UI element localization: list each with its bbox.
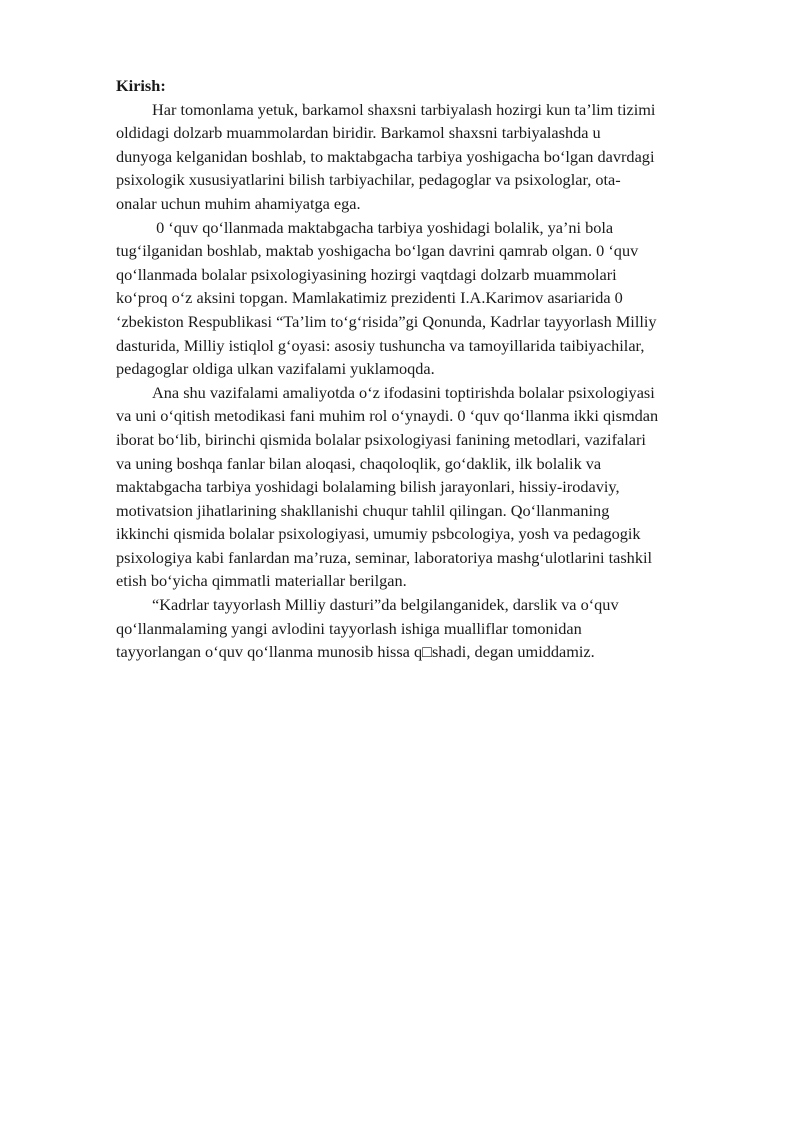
paragraph-line: “Kadrlar tayyorlash Milliy dasturi”da belgilanganidek, darslik va o‘quv bbox=[152, 595, 619, 615]
paragraph-line: onalar uchun muhim ahamiyatga ega. bbox=[116, 193, 361, 213]
paragraph-line: motivatsion jihatlarining shakllanishi chuqur tahlil qilingan. Qo‘llanmaning bbox=[116, 500, 610, 520]
paragraph-line: etish bo‘yicha qimmatli materiallar berilgan. bbox=[116, 571, 407, 591]
document-body bbox=[116, 74, 746, 664]
paragraph-line: va uning boshqa fanlar bilan aloqasi, chaqoloqlik, go‘daklik, ilk bolalik va bbox=[116, 453, 602, 473]
paragraph-line: pedagoglar oldiga ulkan vazifalami yuklamoqda. bbox=[116, 359, 435, 379]
paragraph-line: Har tomonlama yetuk, barkamol shaxsni tarbiyalash hozirgi kun ta’lim tizimi bbox=[152, 99, 656, 119]
paragraph-line: maktabgacha tarbiya yoshidagi bolalaming bilish jarayonlari, hissiy-irodaviy, bbox=[116, 477, 620, 497]
paragraph-line: psixologik xususiyatlarini bilish tarbiyachilar, pedagoglar va psixologlar, ota- bbox=[116, 170, 621, 190]
paragraph-line: dasturida, Milliy istiqlol g‘oyasi: asosiy tushuncha va tamoyillarida taibiyachilar, bbox=[116, 335, 645, 355]
paragraph-line: tug‘ilganidan boshlab, maktab yoshigacha bo‘lgan davrini qamrab olgan. 0 ‘quv bbox=[116, 241, 639, 261]
paragraph-line: qo‘llanmada bolalar psixologiyasining hozirgi vaqtdagi dolzarb muammolari bbox=[116, 264, 617, 284]
paragraph-line: psixologiya kabi fanlardan ma’ruza, seminar, laboratoriya mashg‘ulotlarini tashkil bbox=[116, 547, 653, 567]
paragraph-2 bbox=[116, 216, 746, 381]
paragraph-3 bbox=[116, 381, 746, 593]
paragraph-line: 0 ‘quv qo‘llanmada maktabgacha tarbiya yoshidagi bolalik, ya’ni bola bbox=[152, 217, 614, 237]
paragraph-line: qo‘llanmalaming yangi avlodini tayyorlash ishiga mualliflar tomonidan bbox=[116, 618, 582, 638]
paragraph-line: iborat bo‘lib, birinchi qismida bolalar psixologiyasi fanining metodlari, vazifalari bbox=[116, 429, 646, 449]
paragraph-line: dunyoga kelganidan boshlab, to maktabgacha tarbiya yoshigacha bo‘lgan davrdagi bbox=[116, 146, 655, 166]
paragraph-line: ko‘proq o‘z aksini topgan. Mamlakatimiz prezidenti I.A.Karimov asariarida 0 bbox=[116, 288, 623, 308]
section-heading: Kirish: bbox=[116, 76, 166, 95]
paragraph-line: ‘zbekiston Respublikasi “Ta’lim to‘g‘risida”gi Qonunda, Kadrlar tayyorlash Milliy bbox=[116, 311, 657, 331]
paragraph-line: va uni o‘qitish metodikasi fani muhim rol o‘ynaydi. 0 ‘quv qo‘llanma ikki qismdan bbox=[116, 406, 659, 426]
paragraph-line: tayyorlangan o‘quv qo‘llanma munosib hissa q□shadi, degan umiddamiz. bbox=[116, 642, 595, 662]
paragraph-line: Ana shu vazifalami amaliyotda o‘z ifodasini toptirishda bolalar psixologiyasi bbox=[152, 382, 655, 402]
paragraph-line: oldidagi dolzarb muammolardan biridir. Barkamol shaxsni tarbiyalashda u bbox=[116, 123, 601, 143]
paragraph-line: ikkinchi qismida bolalar psixologiyasi, umumiy psbcologiya, yosh va pedagogik bbox=[116, 524, 641, 544]
paragraph-4 bbox=[116, 593, 746, 664]
paragraph-1 bbox=[116, 98, 746, 216]
